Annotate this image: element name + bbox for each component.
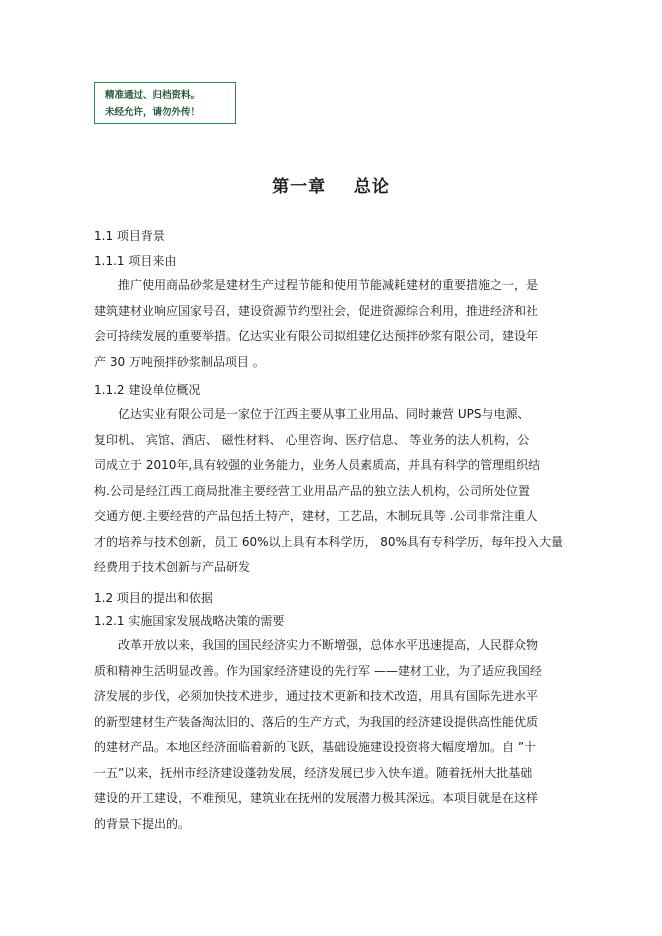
paragraph-line: 经费用于技术创新与产品研发: [94, 560, 251, 574]
section-heading-1-1-1: 1.1.1 项目来由: [94, 254, 177, 268]
paragraph-company-overview: [94, 402, 594, 581]
paragraph-project-origin: [94, 273, 594, 375]
paragraph-line: 才的培养与技术创新，员工 60%以上具有本科学历， 80%具有专科学历，每年投入大量: [94, 534, 563, 549]
paragraph-line: 的背景下提出的。: [94, 816, 191, 831]
paragraph-line: 改革开放以来，我国的国民经济实力不断增强，总体水平迅速提高，人民群众物: [118, 638, 539, 652]
section-heading-1-1: 1.1 项目背景: [94, 229, 165, 243]
paragraph-line: 的建材产品。本地区经济面临着新的飞跃，基础设施建设投资将大幅度增加。自 ”十: [94, 740, 537, 754]
paragraph-line: 构.公司是经江西工商局批准主要经营工业用品产品的独立法人机构，公司所处位置: [94, 483, 530, 498]
confidential-stamp: [94, 82, 236, 124]
paragraph-line: 产 30 万吨预拌砂浆制品项目 。: [94, 354, 265, 369]
paragraph-line: 推广使用商品砂浆是建材生产过程节能和使用节能减耗建材的重要措施之一，是: [118, 278, 539, 292]
stamp-line-1: 精准通过、归档资料。: [105, 90, 201, 101]
paragraph-national-strategy: [94, 633, 594, 837]
section-heading-1-2-1: 1.2.1 实施国家发展战略决策的需要: [94, 614, 285, 628]
chapter-title: 第一章 总论: [272, 177, 390, 197]
paragraph-line: 建设的开工建设，不难预见，建筑业在抚州的发展潜力极其深远。本项目就是在这样: [94, 791, 539, 805]
paragraph-line: 会可持续发展的重要举措。亿达实业有限公司拟组建亿达预拌砂浆有限公司，建设年: [94, 329, 539, 343]
paragraph-line: 复印机、 宾馆、酒店、 磁性材料、 心里咨询、医疗信息、 等业务的法人机构，公: [94, 432, 530, 447]
paragraph-line: 济发展的步伐，必须加快技术进步，通过技术更新和技术改造，用具有国际先进水平: [94, 689, 539, 703]
section-heading-1-2: 1.2 项目的提出和依据: [94, 591, 213, 605]
paragraph-line: 的新型建材生产装备淘汰旧的、落后的生产方式，为我国的经济建设提供高性能优质: [94, 714, 539, 729]
paragraph-line: 一五”以来，抚州市经济建设蓬勃发展，经济发展已步入快车道。随着抚州大批基础: [94, 765, 533, 780]
paragraph-line: 质和精神生活明显改善。作为国家经济建设的先行军 ——建材工业，为了适应我国经: [94, 663, 542, 678]
stamp-line-2: 未经允许，请勿外传！: [105, 107, 201, 118]
paragraph-line: 交通方便.主要经营的产品包括土特产，建材，工艺品，木制玩具等 .公司非常注重人: [94, 509, 538, 523]
paragraph-line: 亿达实业有限公司是一家位于江西主要从事工业用品、同时兼营 UPS与电源、: [118, 407, 530, 421]
section-heading-1-1-2: 1.1.2 建设单位概况: [94, 383, 201, 397]
paragraph-line: 建筑建材业响应国家号召，建设资源节约型社会，促进资源综合利用，推进经济和社: [94, 303, 539, 318]
paragraph-line: 司成立于 2010年,具有较强的业务能力，业务人员素质高，并具有科学的管理组织结: [94, 458, 541, 472]
